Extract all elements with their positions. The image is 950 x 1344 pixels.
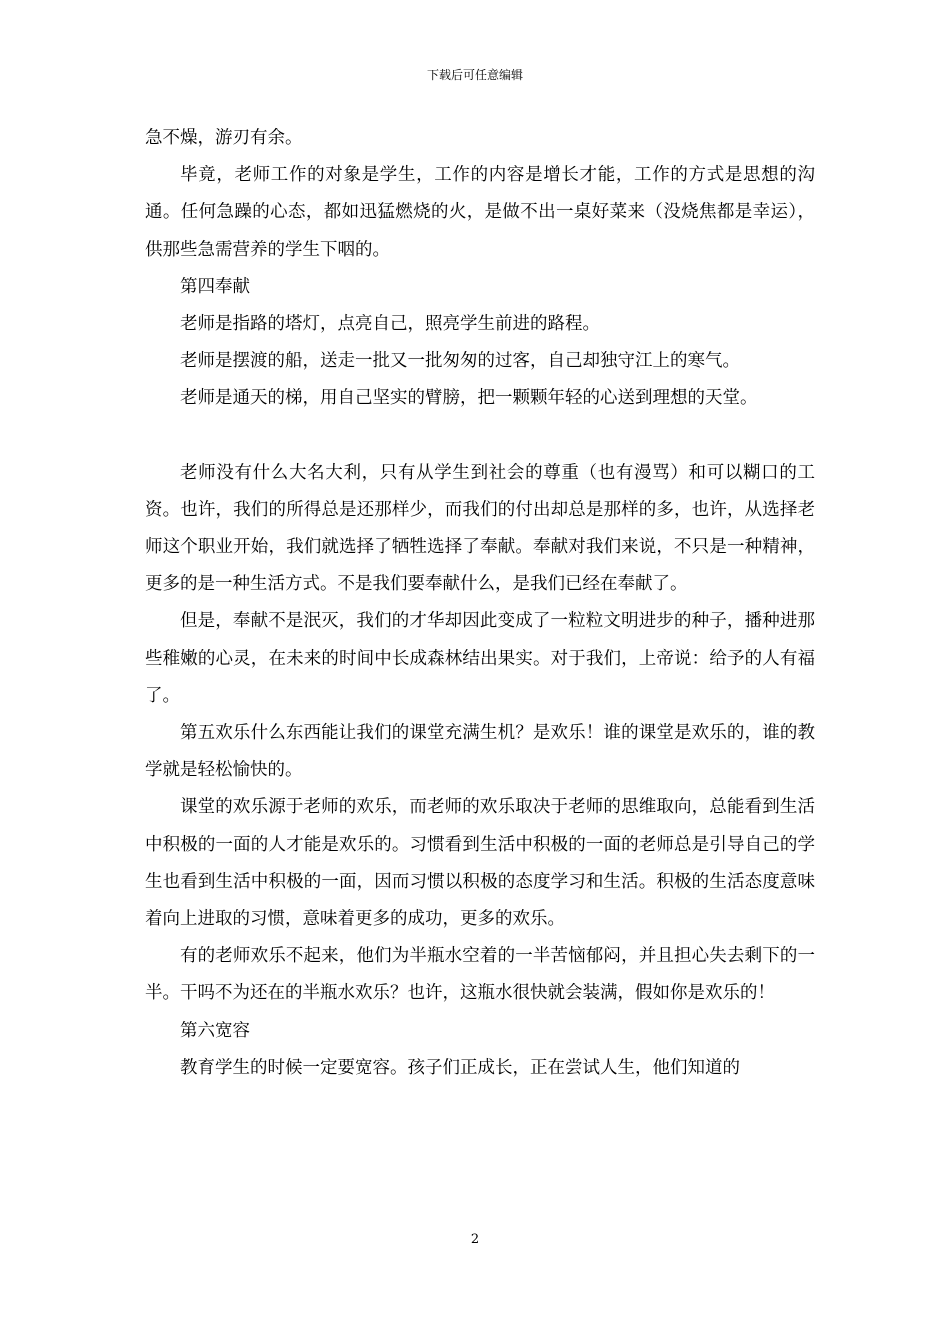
page-number: 2 (470, 1232, 480, 1247)
paragraph-6: 老师没有什么大名大利，只有从学生到社会的尊重（也有漫骂）和可以糊口的工资。也许，我们的所得总是还那样少，而我们的付出却总是那样的多，也许，从选择老师这个职业开始，我们就选择了牺牲选择了奉献。奉献对我们来说，不只是一种精神，更多的是一种生活方式。不是我们要奉献什么，是我们已经在奉献了。 (145, 462, 815, 595)
page-header: 下载后可任意编辑 (426, 68, 523, 82)
section-heading-6: 第六宽容 (180, 1020, 250, 1041)
paragraph-4: 老师是摆渡的船，送走一批又一批匆匆的过客，自己却独守江上的寒气。 (180, 351, 740, 372)
paragraph-3: 老师是指路的塔灯，点亮自己，照亮学生前进的路程。 (180, 314, 600, 335)
paragraph-8: 课堂的欢乐源于老师的欢乐，而老师的欢乐取决于老师的思维取向，总能看到生活中积极的一面的人才能是欢乐的。习惯看到生活中积极的一面的老师总是引导自己的学生也看到生活中积极的一面，因而习惯以积极的态度学习和生活。积极的生活态度意味着向上进取的习惯，意味着更多的成功，更多的欢乐。 (145, 797, 815, 930)
paragraph-9: 有的老师欢乐不起来，他们为半瓶水空着的一半苦恼郁闷，并且担心失去剩下的一半。干吗不为还在的半瓶水欢乐？也许，这瓶水很快就会装满，假如你是欢乐的！ (145, 946, 815, 1004)
paragraph-1: 急不燥，游刃有余。 (145, 128, 303, 148)
section-heading-5: 第五欢乐什么东西能让我们的课堂充满生机？是欢乐！谁的课堂是欢乐的，谁的教学就是轻松愉快的。 (145, 723, 815, 781)
paragraph-2: 毕竟，老师工作的对象是学生，工作的内容是增长才能，工作的方式是思想的沟通。任何急躁的心态，都如迅猛燃烧的火，是做不出一桌好菜来（没烧焦都是幸运），供那些急需营养的学生下咽的。 (145, 165, 815, 260)
document-body (145, 120, 815, 1087)
paragraph-7: 但是，奉献不是泯灭，我们的才华却因此变成了一粒粒文明进步的种子，播种进那些稚嫩的心灵，在未来的时间中长成森林结出果实。对于我们，上帝说：给予的人有福了。 (145, 611, 815, 706)
paragraph-10: 教育学生的时候一定要宽容。孩子们正成长，正在尝试人生，他们知道的 (180, 1057, 740, 1078)
paragraph-5: 老师是通天的梯，用自己坚实的臂膀，把一颗颗年轻的心送到理想的天堂。 (180, 388, 758, 409)
section-heading-4: 第四奉献 (180, 276, 250, 297)
